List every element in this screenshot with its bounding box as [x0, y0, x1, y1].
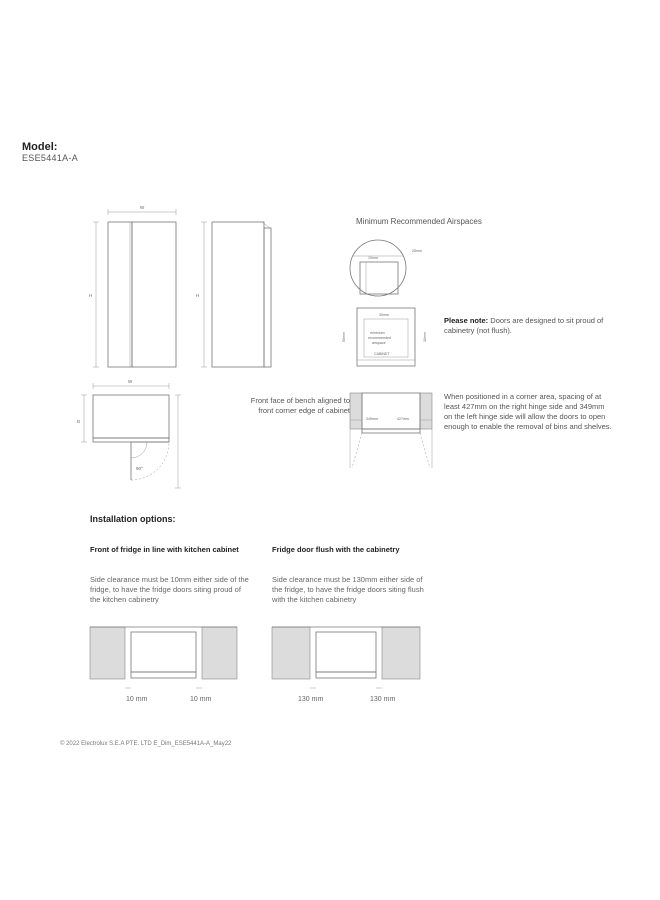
- corner-left-label: 349mm: [366, 417, 378, 421]
- model-label: Model:: [22, 141, 58, 153]
- front-elevation-drawing: [89, 205, 176, 367]
- please-note-label: Please note:: [444, 316, 489, 325]
- airspace-box-line2: recommended: [368, 336, 391, 340]
- option1-plan-drawing: [90, 627, 237, 688]
- top-width-label: W: [128, 379, 133, 384]
- option2-title: Fridge door flush with the cabinetry: [272, 545, 400, 554]
- option2-plan-drawing: [272, 627, 420, 688]
- bench-note: Front face of bench aligned to front corner edge of cabinet: [250, 396, 350, 415]
- side-height-label: H: [196, 293, 200, 298]
- top-gap-label: 25mm: [412, 249, 422, 253]
- option2-dim-left: 130 mm: [298, 696, 324, 703]
- option1-dim-right: 10 mm: [190, 696, 212, 703]
- depth-label: D: [77, 419, 81, 424]
- airspace-detail-circle: [350, 240, 422, 296]
- option1-description: Side clearance must be 10mm either side of the fridge, to have the fridge doors siting proud of the kitchen cabinetry: [90, 575, 249, 604]
- airspace-title: Minimum Recommended Airspaces: [356, 217, 482, 226]
- footer-copyright: © 2022 Electrolux S.E.A PTE. LTD E_Dim_ESE5441A-A_May22: [60, 741, 232, 747]
- depth-clearance-label: 10mm: [423, 332, 427, 342]
- corner-right-label: 427mm: [397, 417, 409, 421]
- please-note-text: Doors are designed to sit proud of cabinetry (not flush).: [444, 316, 604, 335]
- side-elevation-drawing: [196, 222, 271, 367]
- top-clearance-label: 30mm: [379, 313, 389, 317]
- option1-title: Front of fridge in line with kitchen cabinet: [90, 545, 239, 554]
- cabinet-label: CABINET: [374, 352, 390, 356]
- option1-dim-left: 10 mm: [126, 696, 148, 703]
- corner-placement-drawing: [350, 393, 432, 468]
- width-label: W: [140, 205, 145, 210]
- cabinet-airspace-drawing: [342, 308, 427, 366]
- please-note: [444, 316, 624, 336]
- option2-dim-right: 130 mm: [370, 696, 396, 703]
- option2-description: Side clearance must be 130mm either side of the fridge, to have the fridge doors siting flush with the kitchen cabinetry: [272, 575, 424, 604]
- angle-label: 90°: [136, 466, 143, 471]
- airspace-box-line3: airspace: [372, 341, 386, 345]
- installation-title: Installation options:: [90, 514, 176, 524]
- top-view-drawing: [77, 379, 181, 488]
- height-label: H: [89, 293, 93, 298]
- side-gap-label: 10mm: [368, 256, 378, 260]
- model-number: ESE5441A-A: [22, 153, 79, 163]
- airspace-box-line1: minimum: [370, 331, 385, 335]
- height-clearance-label: 50mm: [342, 332, 346, 342]
- corner-note: When positioned in a corner area, spacing of at least 427mm on the right hinge side and 349mm on the left hinge side will allow the doors to open enough to enable the removal of bins and shelves.: [444, 392, 612, 431]
